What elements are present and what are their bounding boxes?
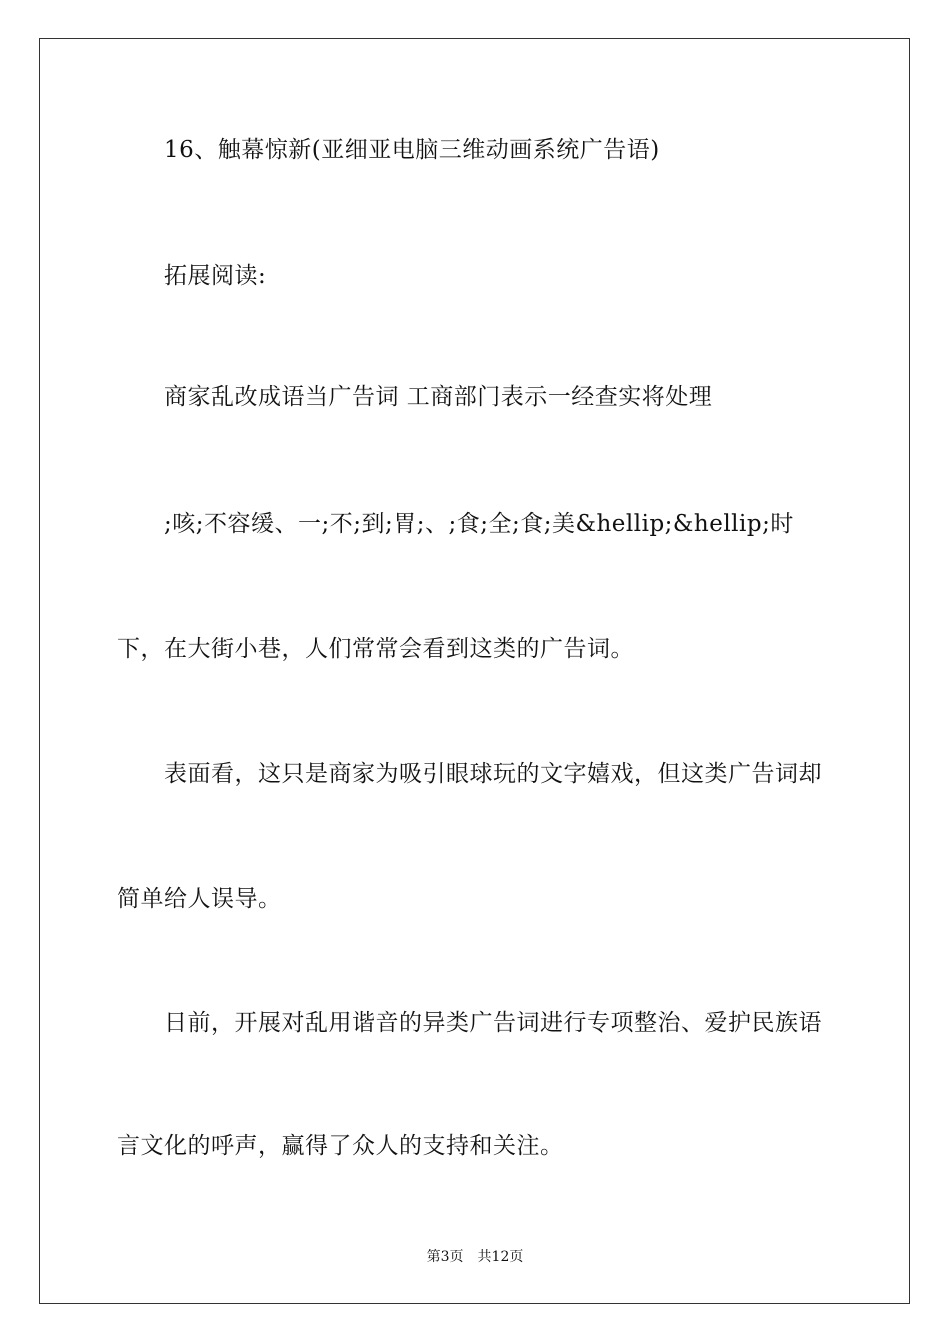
text-line-2: 拓展阅读: — [164, 263, 267, 289]
text-line-6: 表面看，这只是商家为吸引眼球玩的文字嬉戏，但这类广告词却 — [164, 761, 822, 787]
text-line-7: 简单给人误导。 — [117, 886, 282, 912]
page-footer — [0, 1247, 950, 1267]
text-line-8: 日前，开展对乱用谐音的异类广告词进行专项整治、爱护民族语 — [164, 1010, 822, 1036]
page-border — [39, 38, 910, 1304]
text-line-4: ;咳;不容缓、一;不;到;胃;、;食;全;食;美&hellip;&hellip;时 — [164, 511, 794, 537]
text-line-1: 16、触幕惊新(亚细亚电脑三维动画系统广告语) — [164, 137, 660, 163]
text-line-5: 下，在大街小巷，人们常常会看到这类的广告词。 — [117, 636, 634, 662]
text-line-9: 言文化的呼声，赢得了众人的支持和关注。 — [117, 1133, 564, 1159]
page-number-current: 第3页 — [426, 1249, 464, 1265]
text-line-3: 商家乱改成语当广告词 工商部门表示一经查实将处理 — [164, 384, 713, 410]
page-number-total: 共12页 — [477, 1249, 524, 1265]
